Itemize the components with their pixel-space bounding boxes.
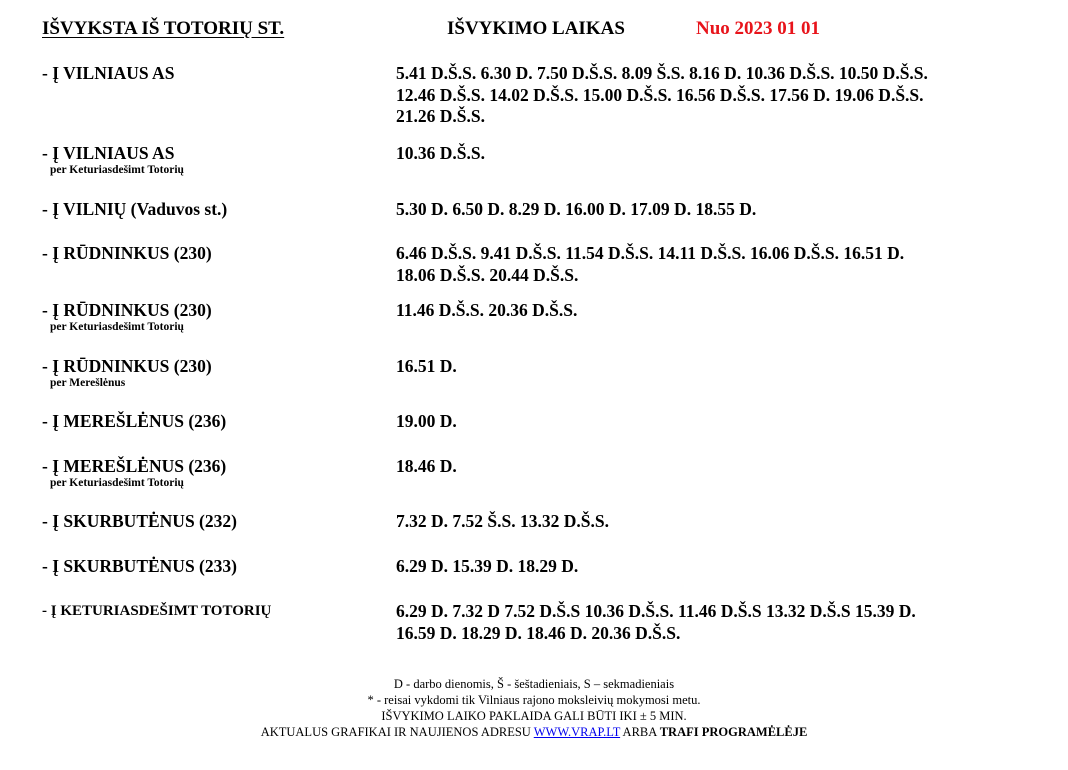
route-departure-times xyxy=(396,456,1016,478)
route-departure-times xyxy=(396,411,1016,433)
route-departure-times xyxy=(396,356,1016,378)
links-prefix: AKTUALUS GRAFIKAI IR NAUJIENOS ADRESU xyxy=(260,725,531,739)
departure-times-line: 12.46 D.Š.S. 14.02 D.Š.S. 15.00 D.Š.S. 16.56 D.Š.S. 17.56 D. 19.06 D.Š.S. xyxy=(396,84,924,105)
route-destination: - Į KETURIASDEŠIMT TOTORIŲ xyxy=(42,603,272,619)
route-departure-times xyxy=(396,143,1016,165)
route-destination: - Į VILNIAUS AS xyxy=(42,63,175,83)
links-middle: ARBA xyxy=(622,725,657,739)
route-destination: - Į RŪDNINKUS (230) xyxy=(42,243,212,263)
departure-times-line: 19.00 D. xyxy=(396,411,457,431)
route-departure-times xyxy=(396,243,1016,286)
route-destination: - Į RŪDNINKUS (230) xyxy=(42,300,212,320)
departure-times-line: 6.29 D. 15.39 D. 18.29 D. xyxy=(396,556,579,576)
route-departure-times xyxy=(396,556,1016,578)
route-destination: - Į SKURBUTĖNUS (233) xyxy=(42,556,237,576)
route-via: per Merešlėnus xyxy=(50,377,126,389)
departure-times-line: 6.46 D.Š.S. 9.41 D.Š.S. 11.54 D.Š.S. 14.11 D.Š.S. 16.06 D.Š.S. 16.51 D. xyxy=(396,243,905,263)
departure-times-line: 5.41 D.Š.S. 6.30 D. 7.50 D.Š.S. 8.09 Š.S. 8.16 D. 10.36 D.Š.S. 10.50 D.Š.S. xyxy=(396,63,928,83)
departure-times-line: 5.30 D. 6.50 D. 8.29 D. 16.00 D. 17.09 D. 18.55 D. xyxy=(396,199,757,219)
route-departure-times xyxy=(396,63,1016,128)
route-destination: - Į MEREŠLĖNUS (236) xyxy=(42,411,227,431)
route-departure-times xyxy=(396,511,1016,533)
departure-station-title: IŠVYKSTA IŠ TOTORIŲ ST. xyxy=(42,18,285,39)
departure-times-line: 11.46 D.Š.S. 20.36 D.Š.S. xyxy=(396,300,578,320)
route-departure-times xyxy=(396,199,1016,221)
departure-times-line: 18.06 D.Š.S. 20.44 D.Š.S. xyxy=(396,264,579,285)
deviation-text: IŠVYKIMO LAIKO PAKLAIDA GALI BŪTI IKI ± 5 MIN. xyxy=(381,709,687,723)
departure-time-column-title: IŠVYKIMO LAIKAS xyxy=(447,18,625,39)
route-via: per Keturiasdešimt Totorių xyxy=(50,321,184,333)
vrap-link[interactable]: WWW.VRAP.LT xyxy=(533,725,621,739)
departure-times-line: 10.36 D.Š.S. xyxy=(396,143,485,163)
departure-times-line: 16.59 D. 18.29 D. 18.46 D. 20.36 D.Š.S. xyxy=(396,622,681,643)
route-via: per Keturiasdešimt Totorių xyxy=(50,477,184,489)
route-destination: - Į MEREŠLĖNUS (236) xyxy=(42,456,227,476)
departure-times-line: 7.32 D. 7.52 Š.S. 13.32 D.Š.S. xyxy=(396,511,609,531)
route-via: per Keturiasdešimt Totorių xyxy=(50,164,184,176)
route-destination: - Į SKURBUTĖNUS (232) xyxy=(42,511,237,531)
route-destination: - Į RŪDNINKUS (230) xyxy=(42,356,212,376)
departure-times-line: 21.26 D.Š.S. xyxy=(396,106,485,126)
trafi-app-text: TRAFI PROGRAMĖLĖJE xyxy=(659,725,808,739)
school-note-text: * - reisai vykdomi tik Vilniaus rajono moksleivių mokymosi metu. xyxy=(367,693,701,707)
departure-times-line: 6.29 D. 7.32 D 7.52 D.Š.S 10.36 D.Š.S. 11.46 D.Š.S 13.32 D.Š.S 15.39 D. xyxy=(396,601,916,621)
footer-notes xyxy=(0,676,1068,740)
schedule-header xyxy=(0,18,1068,46)
route-departure-times xyxy=(396,300,1016,322)
links-line xyxy=(0,724,1068,740)
departure-times-line: 16.51 D. xyxy=(396,356,457,376)
legend-text: D - darbo dienomis, Š - šeštadieniais, S – sekmadieniais xyxy=(393,677,675,691)
route-departure-times xyxy=(396,601,1016,644)
valid-from-date: Nuo 2023 01 01 xyxy=(696,18,821,39)
route-destination: - Į VILNIAUS AS xyxy=(42,143,175,163)
route-destination: - Į VILNIŲ (Vaduvos st.) xyxy=(42,199,228,219)
departure-times-line: 18.46 D. xyxy=(396,456,457,476)
